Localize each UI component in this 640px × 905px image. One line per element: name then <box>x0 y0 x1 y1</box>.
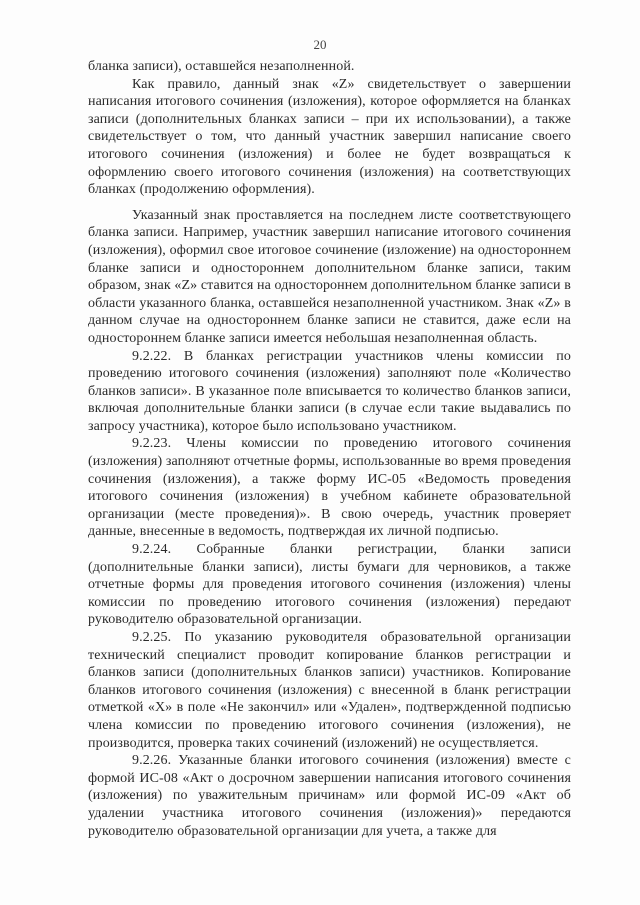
paragraph-z-mark-placement: Указанный знак проставляется на последнем листе соответствующего бланка записи. Например, участник завершил написание итогового сочинения (изложения), оформил свое итоговое сочинение (изложение) на одностороннем бланке записи и одностороннем дополнительном бланке записи, таким образом, знак «Z» ставится на одностороннем дополнительном бланке записи в области указанного бланка, оставшейся незаполненной участником. Знак «Z» в данном случае на одностороннем бланке записи не ставится, даже если на одностороннем бланке записи имеется небольшая незаполненная область. <box>88 207 571 346</box>
paragraph-9-2-25: 9.2.25. По указанию руководителя образовательной организации технический специалист проводит копирование бланков регистрации и бланков записи (дополнительных бланков записи) участников. Копирование бланков итогового сочинения (изложения) с внесенной в бланк регистрации отметкой «Х» в поле «Не закончил» или «Удален», подтвержденной подписью члена комиссии по проведению итогового сочинения (изложения), не производится, проверка таких сочинений (изложений) не осуществляется. <box>88 630 571 751</box>
document-body <box>88 58 571 840</box>
page-number: 20 <box>313 37 327 52</box>
paragraph-9-2-26: 9.2.26. Указанные бланки итогового сочинения (изложения) вместе с формой ИС-08 «Акт о досрочном завершении написания итогового сочинения (изложения) по уважительным причинам» или формой ИС-09 «Акт об удалении участника итогового сочинения (изложения)» передаются руководителю образовательной организации для учета, а также для <box>88 753 571 839</box>
paragraph-z-mark-meaning: Как правило, данный знак «Z» свидетельствует о завершении написания итогового сочинения (изложения), которое оформляется на бланках записи (дополнительных бланках записи – при их использовании), а также свидетельствует о том, что данный участник завершил написание своего итогового сочинения (изложения) и более не будет возвращаться к оформлению своего итогового сочинения (изложения) на соответствующих бланках (продолжению оформления). <box>88 76 571 198</box>
paragraph-continuation: бланка записи), оставшейся незаполненной. <box>88 59 355 74</box>
paragraph-9-2-22: 9.2.22. В бланках регистрации участников члены комиссии по проведению итогового сочинения (изложения) заполняют поле «Количество бланков записи». В указанное поле вписывается то количество бланков записи, включая дополнительные бланки записи (в случае если такие выдавались по запросу участника), которое было использовано участником. <box>88 348 571 434</box>
paragraph-9-2-23: 9.2.23. Члены комиссии по проведению итогового сочинения (изложения) заполняют отчетные формы, использованные во время проведения сочинения (изложения), а также форму ИС-05 «Ведомость проведения итогового сочинения (изложения) в учебном кабинете образовательной организации (месте проведения)». В свою очередь, участник проверяет данные, внесенные в ведомость, подтверждая их личной подписью. <box>88 436 571 540</box>
paragraph-9-2-24: 9.2.24. Собранные бланки регистрации, бланки записи (дополнительные бланки записи), листы бумаги для черновиков, а также отчетные формы для проведения итогового сочинения (изложения) члены комиссии по проведению итогового сочинения (изложения) передают руководителю образовательной организации. <box>88 542 571 628</box>
